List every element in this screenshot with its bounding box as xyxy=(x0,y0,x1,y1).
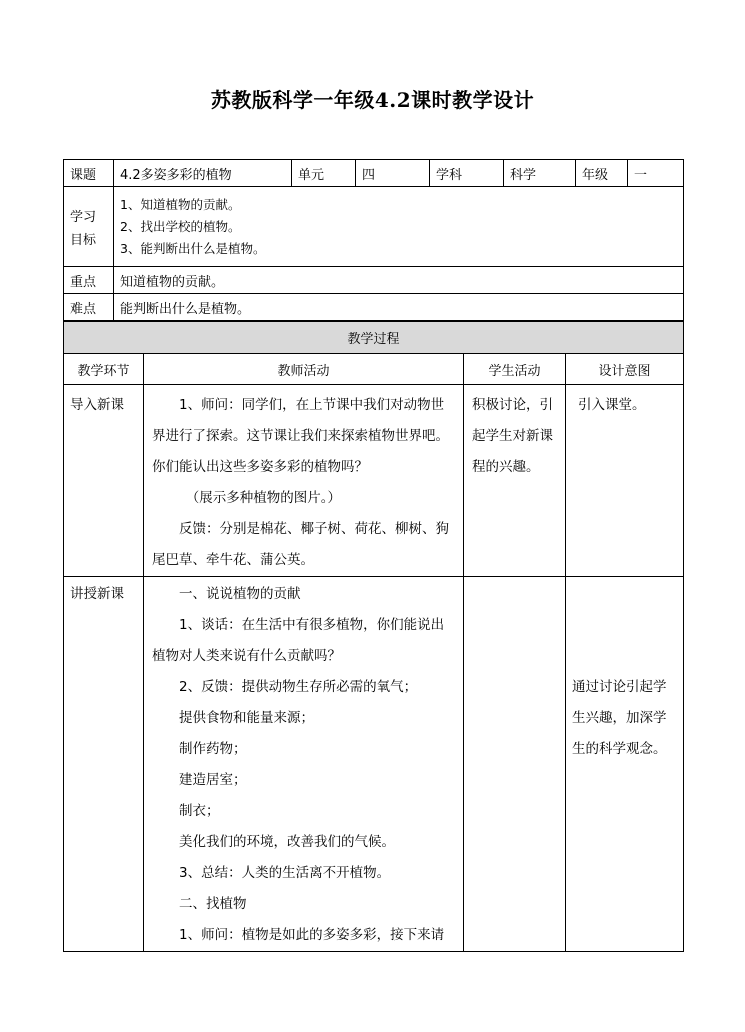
intro-stage-text: 导入新课 xyxy=(70,397,124,413)
key-point-label: 重点 xyxy=(64,267,114,294)
key-point-row xyxy=(64,267,684,294)
grade-label: 年级 xyxy=(576,160,628,187)
process-header: 教学过程 xyxy=(64,322,684,354)
new-lesson-teacher-para: 二、找植物 xyxy=(179,896,247,912)
new-lesson-design-text: 通过讨论引起学生兴趣，加深学生的科学观念。 xyxy=(572,679,667,757)
new-lesson-stage xyxy=(64,577,144,952)
new-lesson-teacher-para: 一、说说植物的贡献 xyxy=(179,586,301,602)
new-lesson-teacher-para: 建造居室； xyxy=(179,772,247,788)
intro-student-text: 积极讨论，引起学生对新课程的兴趣。 xyxy=(472,397,553,475)
new-lesson-teacher-para: 提供食物和能量来源； xyxy=(179,710,314,726)
intro-design-text: 引入课堂。 xyxy=(578,397,646,413)
column-header-row xyxy=(64,354,684,385)
subject-label: 学科 xyxy=(430,160,504,187)
col-design-header: 设计意图 xyxy=(566,354,684,385)
new-lesson-teacher-para: 3、总结：人类的生活离不开植物。 xyxy=(179,865,391,881)
new-lesson-teacher-para: 美化我们的环境，改善我们的气候。 xyxy=(179,834,395,850)
grade-value: 一 xyxy=(628,160,684,187)
new-lesson-teacher-activity xyxy=(144,577,464,952)
goals-label xyxy=(64,187,114,267)
new-lesson-teacher-para: 1、谈话：在生活中有很多植物，你们能说出植物对人类来说有什么贡献吗？ xyxy=(152,617,445,664)
intro-row xyxy=(64,385,684,577)
intro-design-intent xyxy=(566,385,684,577)
key-point-value: 知道植物的贡献。 xyxy=(114,267,684,294)
goal-item: 2、找出学校的植物。 xyxy=(120,218,241,234)
intro-teacher-para: 反馈：分别是棉花、椰子树、荷花、柳树、狗尾巴草、牵牛花、蒲公英。 xyxy=(152,521,449,568)
difficulty-value: 能判断出什么是植物。 xyxy=(114,294,684,321)
new-lesson-teacher-para: 制衣； xyxy=(179,803,220,819)
subject-value: 科学 xyxy=(504,160,576,187)
unit-label: 单元 xyxy=(292,160,356,187)
unit-value: 四 xyxy=(356,160,430,187)
goal-item: 1、知道植物的贡献。 xyxy=(120,196,241,212)
topic-value: 4.2多姿多彩的植物 xyxy=(114,160,292,187)
topic-label: 课题 xyxy=(64,160,114,187)
intro-teacher-activity xyxy=(144,385,464,577)
process-header-row xyxy=(64,322,684,354)
col-stage-header: 教学环节 xyxy=(64,354,144,385)
goals-label-line2: 目标 xyxy=(70,232,97,248)
topic-row xyxy=(64,160,684,187)
intro-teacher-para: 1、师问：同学们，在上节课中我们对动物世界进行了探索。这节课让我们来探索植物世界吧。你们能认出这些多姿多彩的植物吗？ xyxy=(152,397,449,475)
page-title: 苏教版科学一年级4.2课时教学设计 xyxy=(210,88,535,112)
intro-teacher-para: （展示多种植物的图片。） xyxy=(185,490,341,506)
goals-label-line1: 学习 xyxy=(70,209,97,225)
col-teacher-header: 教师活动 xyxy=(144,354,464,385)
new-lesson-design-intent xyxy=(566,577,684,952)
new-lesson-teacher-para: 制作药物； xyxy=(179,741,247,757)
goals-list xyxy=(114,187,684,267)
new-lesson-student-activity xyxy=(464,577,566,952)
new-lesson-row xyxy=(64,577,684,952)
teaching-process-table xyxy=(63,321,684,952)
new-lesson-stage-text: 讲授新课 xyxy=(70,586,124,602)
new-lesson-teacher-para: 2、反馈：提供动物生存所必需的氧气； xyxy=(179,679,418,695)
new-lesson-teacher-para: 1、师问：植物是如此的多姿多彩，接下来请 xyxy=(179,927,445,943)
goal-item: 3、能判断出什么是植物。 xyxy=(120,240,266,256)
lesson-info-table xyxy=(63,159,684,321)
difficulty-row xyxy=(64,294,684,321)
col-student-header: 学生活动 xyxy=(464,354,566,385)
intro-stage xyxy=(64,385,144,577)
intro-student-activity xyxy=(464,385,566,577)
new-lesson-student-text xyxy=(470,577,559,581)
goals-row xyxy=(64,187,684,267)
difficulty-label: 难点 xyxy=(64,294,114,321)
